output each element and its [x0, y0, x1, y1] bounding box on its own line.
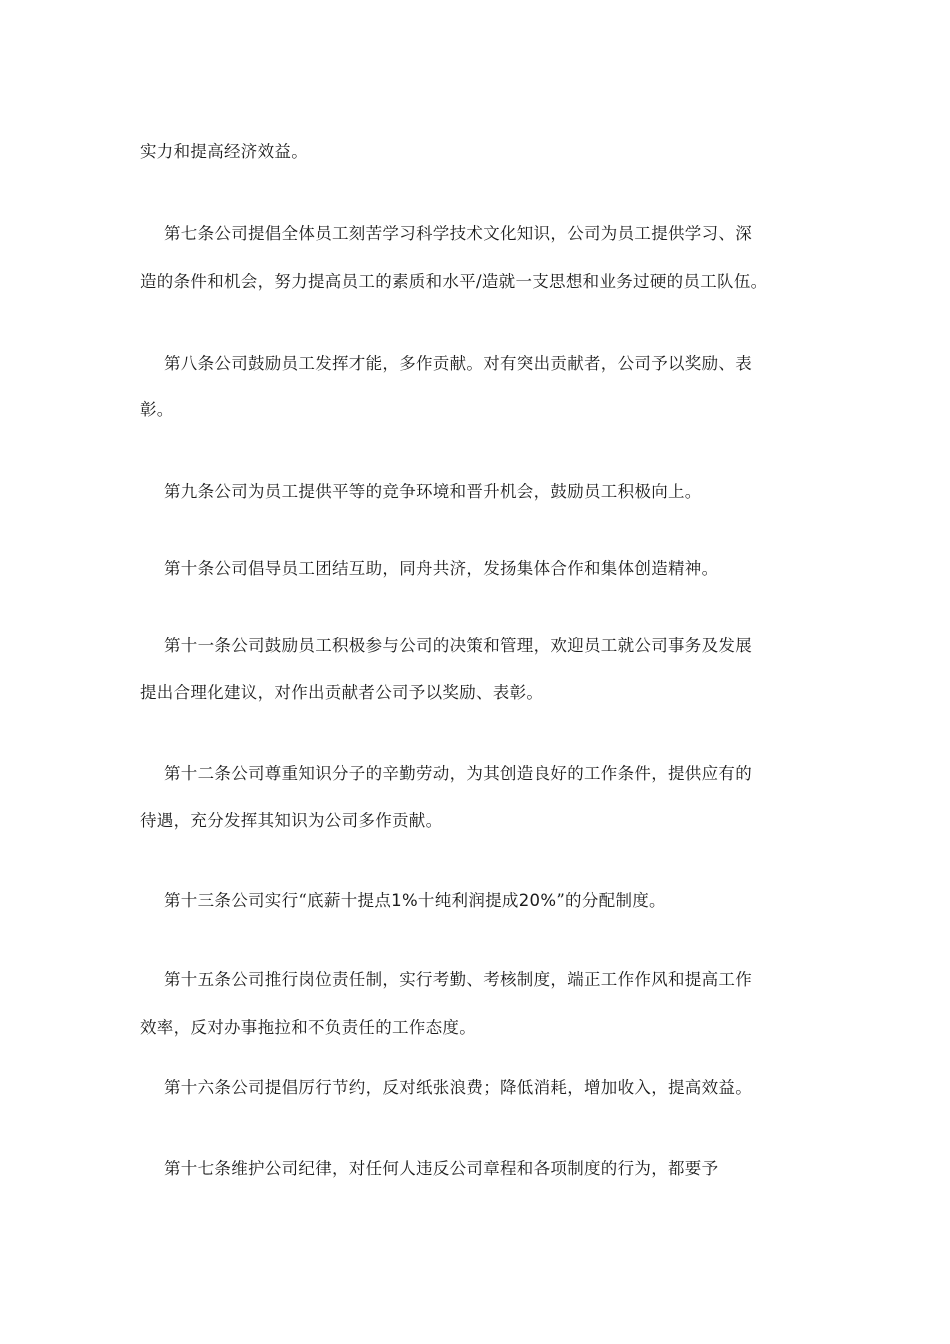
article-13 [164, 889, 666, 913]
article-12-line-2: 待遇，充分发挥其知识为公司多作贡献。 [140, 811, 443, 830]
text-line: 实力和提高经济效益。 [140, 142, 308, 161]
article-8-line-2: 彰。 [140, 400, 174, 419]
article-16: 第十六条公司提倡厉行节约，反对纸张浪费；降低消耗，增加收入，提高效益。 [164, 1078, 752, 1097]
article-13-text-b: 十纯利润提成 [417, 891, 519, 910]
article-12-line-1: 第十二条公司尊重知识分子的辛勤劳动，为其创造良好的工作条件，提供应有的 [164, 764, 752, 783]
article-7-line-1: 第七条公司提倡全体员工刻苦学习科学技术文化知识，公司为员工提供学习、深 [164, 224, 752, 243]
article-15-line-1: 第十五条公司推行岗位责任制，实行考勤、考核制度，端正工作作风和提高工作 [164, 970, 752, 989]
article-13-text-c: ”的分配制度。 [556, 891, 666, 910]
article-11-line-1: 第十一条公司鼓励员工积极参与公司的决策和管理，欢迎员工就公司事务及发展 [164, 636, 752, 655]
article-11-line-2: 提出合理化建议，对作出贡献者公司予以奖励、表彰。 [140, 683, 544, 702]
article-8-line-1: 第八条公司鼓励员工发挥才能，多作贡献。对有突出贡献者，公司予以奖励、表 [164, 354, 752, 373]
article-15-line-2: 效率，反对办事拖拉和不负责任的工作态度。 [140, 1018, 476, 1037]
article-9: 第九条公司为员工提供平等的竞争环境和晋升机会，鼓励员工积极向上。 [164, 482, 702, 501]
article-13-percent-2: 20% [518, 891, 557, 910]
article-17-line-1: 第十七条维护公司纪律，对任何人违反公司章程和各项制度的行为，都要予 [164, 1159, 719, 1178]
article-13-text-a: 第十三条公司实行“底薪十提点 [164, 891, 392, 910]
article-7-line-2: 造的条件和机会，努力提高员工的素质和水平/造就一支思想和业务过硬的员工队伍。 [140, 272, 768, 291]
article-10: 第十条公司倡导员工团结互助，同舟共济，发扬集体合作和集体创造精神。 [164, 559, 719, 578]
article-13-percent-1: 1% [391, 891, 418, 910]
